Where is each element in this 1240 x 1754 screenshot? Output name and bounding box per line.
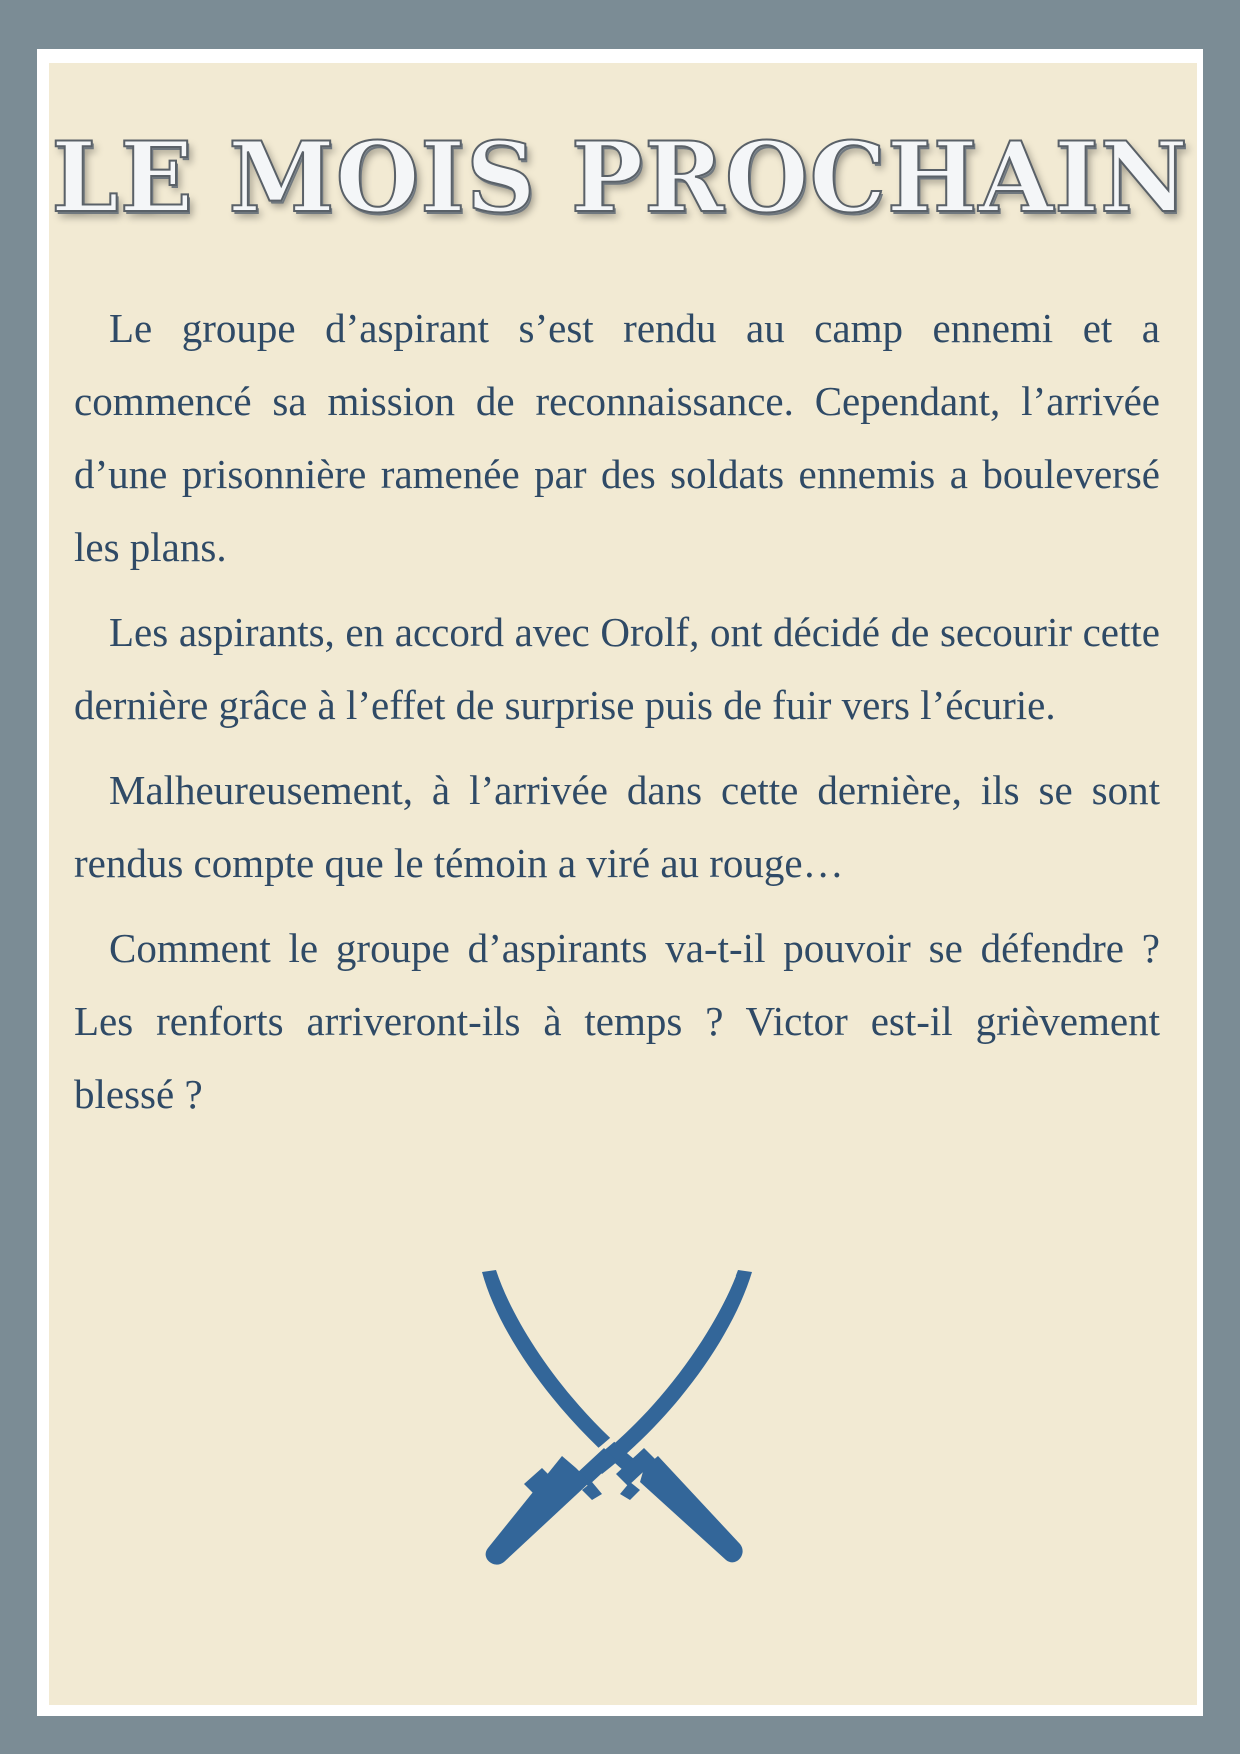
paragraph-3: Malheureusement, à l’arrivée dans cette dernière, ils se sont rendus compte que le témoin a viré au rouge… bbox=[74, 767, 1160, 886]
page-title: LE MOIS PROCHAIN bbox=[51, 121, 1189, 234]
crossed-swords-icon bbox=[430, 1268, 790, 1578]
article-body bbox=[74, 292, 1160, 1143]
paragraph-4: Comment le groupe d’aspirants va-t-il pouvoir se défendre ? Les renforts arriveront-ils à temps ? Victor est-il grièvement blessé ? bbox=[74, 925, 1160, 1117]
paragraph-1: Le groupe d’aspirant s’est rendu au camp ennemi et a commencé sa mission de reconnaissance. Cependant, l’arrivée d’une prisonnière ramenée par des soldats ennemis a bouleversé les plans. bbox=[74, 305, 1160, 570]
paragraph-2: Les aspirants, en accord avec Orolf, ont décidé de secourir cette dernière grâce à l’effet de surprise puis de fuir vers l’écurie. bbox=[74, 609, 1160, 728]
